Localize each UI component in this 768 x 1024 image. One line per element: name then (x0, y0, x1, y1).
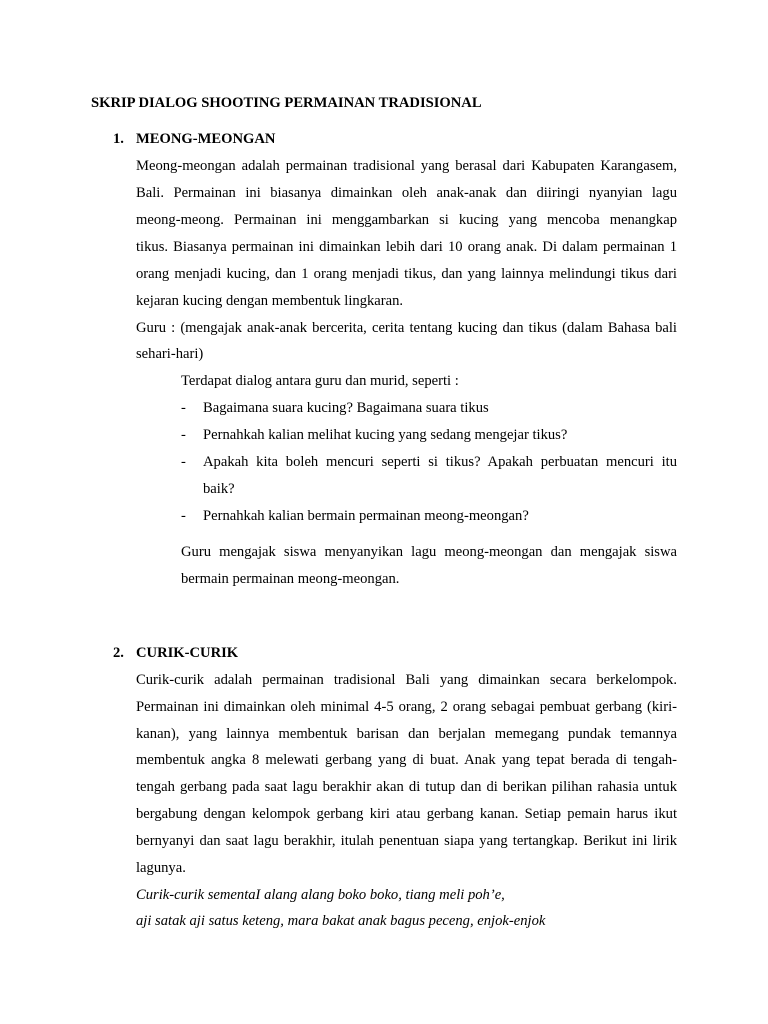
closing-line: Guru mengajak siswa menyanyikan lagu meong-meongan dan mengajak siswa (181, 544, 677, 560)
dialog-item: Bagaimana suara kucing? Bagaimana suara tikus (203, 400, 489, 416)
dialog-bullet: - (181, 427, 186, 443)
paragraph-line: bernyanyi dan saat lagu berakhir, itulah penentuan siapa yang tertangkap. Berikut ini lirik (136, 833, 677, 849)
paragraph-line: kanan), yang lainnya membentuk barisan dan berjalan memegang pundak temannya (136, 726, 677, 742)
section-heading: MEONG-MEONGAN (136, 131, 276, 147)
dialog-item: baik? (203, 481, 235, 497)
closing-line: bermain permainan meong-meongan. (181, 571, 400, 587)
paragraph-line: kejaran kucing dengan membentuk lingkaran. (136, 293, 404, 309)
dialog-intro: Terdapat dialog antara guru dan murid, seperti : (181, 373, 459, 389)
guru-line: Guru : (mengajak anak-anak bercerita, cerita tentang kucing dan tikus (dalam Bahasa bali (136, 320, 677, 336)
paragraph-line: Permainan ini dimainkan oleh minimal 4-5 orang, 2 orang sebagai pembuat gerbang (kiri- (136, 699, 677, 715)
paragraph-line: Curik-curik adalah permainan tradisional Bali yang dimainkan secara berkelompok. (136, 672, 677, 688)
dialog-bullet: - (181, 508, 186, 524)
lyric-line: Curik-curik sementaI alang alang boko boko, tiang meli poh’e, (136, 887, 505, 903)
dialog-item: Pernahkah kalian bermain permainan meong-meongan? (203, 508, 529, 524)
paragraph-line: membentuk angka 8 melewati gerbang yang di buat. Anak yang tepat berada di tengah- (136, 752, 677, 768)
dialog-item: Apakah kita boleh mencuri seperti si tikus? Apakah perbuatan mencuri itu (203, 454, 677, 470)
paragraph-line: tikus. Biasanya permainan ini dimainkan lebih dari 10 orang anak. Di dalam permainan 1 (136, 239, 677, 255)
paragraph-line: lagunya. (136, 860, 186, 876)
paragraph-line: meong-meong. Permainan ini menggambarkan si kucing yang mencoba menangkap (136, 212, 677, 228)
section-number: 2. (113, 645, 124, 661)
paragraph-line: orang menjadi kucing, dan 1 orang menjadi tikus, dan yang lainnya melindungi tikus dari (136, 266, 677, 282)
document-title: SKRIP DIALOG SHOOTING PERMAINAN TRADISIONAL (91, 95, 482, 111)
dialog-bullet: - (181, 454, 186, 470)
section-heading: CURIK-CURIK (136, 645, 239, 661)
lyric-line: aji satak aji satus keteng, mara bakat anak bagus peceng, enjok-enjok (136, 913, 546, 929)
dialog-item: Pernahkah kalian melihat kucing yang sedang mengejar tikus? (203, 427, 568, 443)
paragraph-line: Bali. Permainan ini biasanya dimainkan oleh anak-anak dan diiringi nyanyian lagu (136, 185, 677, 201)
paragraph-line: bergabung dengan kelompok gerbang kiri atau gerbang kanan. Setiap pemain harus ikut (136, 806, 677, 822)
paragraph-line: tengah gerbang pada saat lagu berakhir akan di tutup dan di berikan pilihan rahasia untuk (136, 779, 677, 795)
dialog-bullet: - (181, 400, 186, 416)
paragraph-line: Meong-meongan adalah permainan tradisional yang berasal dari Kabupaten Karangasem, (136, 158, 677, 174)
guru-line: sehari-hari) (136, 346, 204, 362)
section-number: 1. (113, 131, 124, 147)
